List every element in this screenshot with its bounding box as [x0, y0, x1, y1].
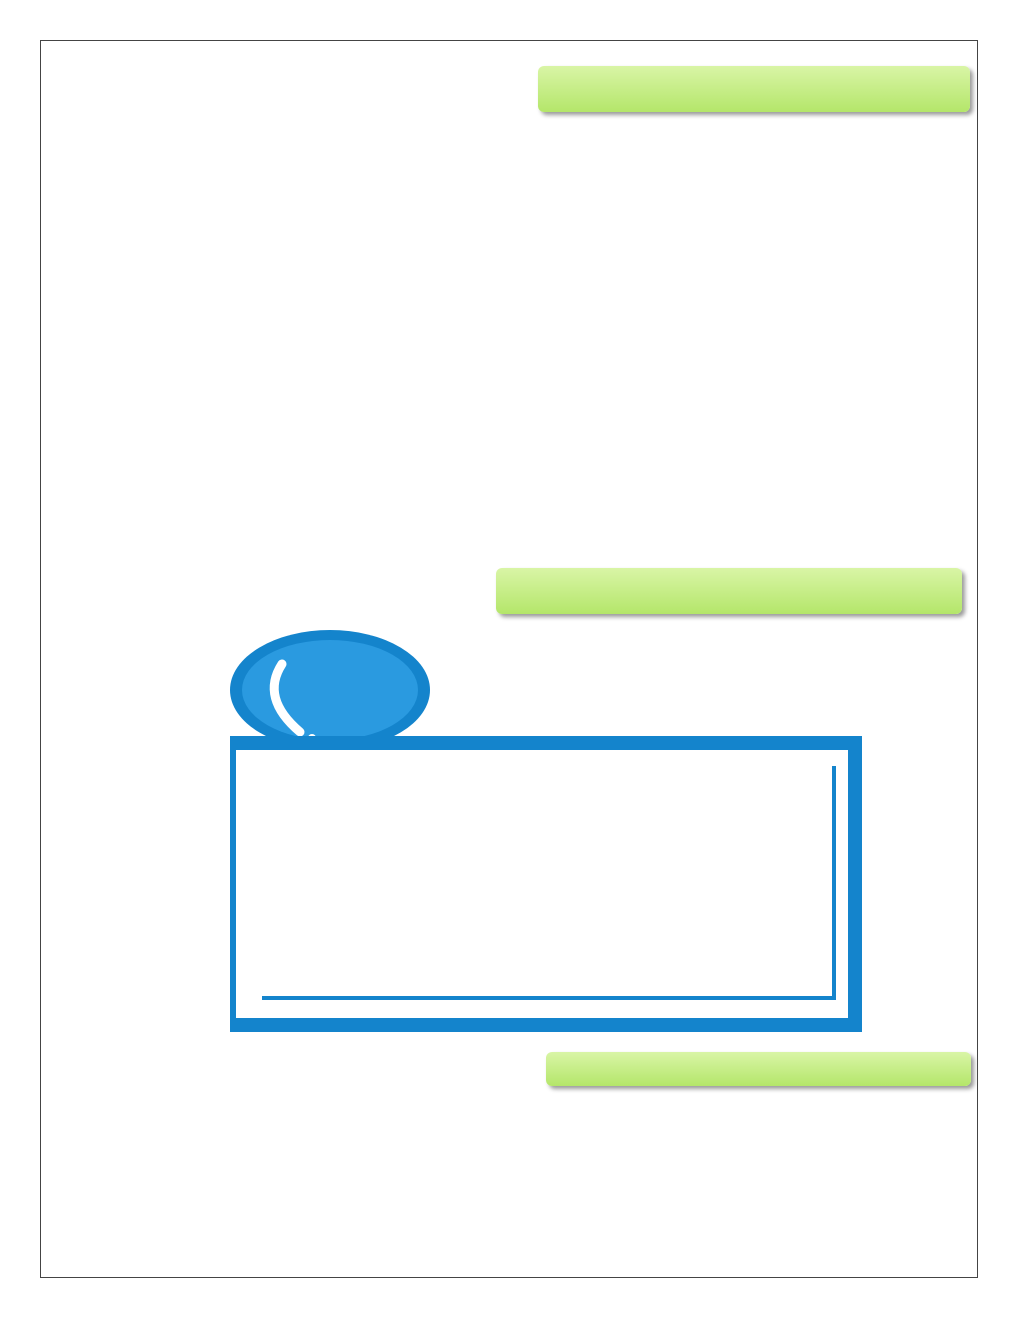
sentence-panel-inner [262, 766, 836, 1000]
instruction-banner-2 [496, 568, 962, 614]
sentence-panel [230, 736, 862, 1032]
instruction-banner-3 [546, 1052, 971, 1086]
page-border [40, 40, 978, 1278]
instruction-banner-1 [538, 66, 970, 112]
